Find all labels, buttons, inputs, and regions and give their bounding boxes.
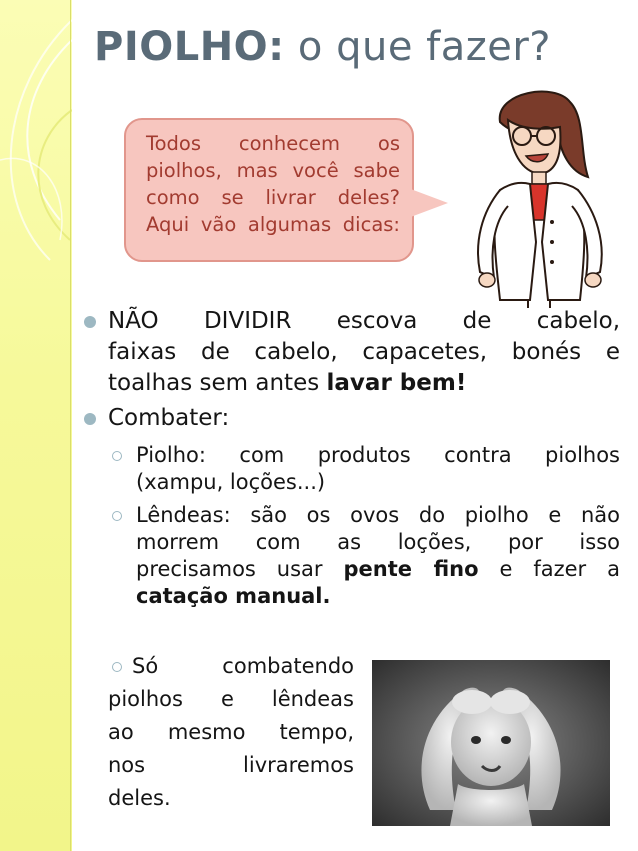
bullet-text-normal: toalhas sem antes	[108, 370, 327, 396]
bullet-list	[80, 306, 620, 610]
bubble-line: piolhos, mas você sabe	[146, 159, 400, 182]
bullet-item-nao-dividir	[80, 306, 620, 399]
sub-bullet-ring-icon	[112, 451, 122, 461]
sub-bullet-text: Lêndeas: são os ovos do piolho e não	[136, 503, 620, 527]
sub-bullet-text	[136, 583, 620, 610]
speech-bubble	[124, 118, 414, 262]
bubble-line: como se livrar deles?	[146, 186, 400, 209]
bullet-text: Combater:	[108, 405, 230, 431]
sub-bullet-text-normal: e fazer a	[478, 557, 620, 581]
child-photo	[372, 660, 610, 826]
bubble-line: Aqui vão algumas dicas:	[146, 213, 400, 236]
sub-bullet-text-bold: catação manual.	[136, 584, 331, 608]
title-bold: PIOLHO:	[94, 24, 285, 70]
sub-bullet-text: deles.	[108, 786, 171, 810]
sub-bullet-piolho	[80, 442, 620, 496]
sub-bullet-text: nos livraremos	[108, 753, 354, 777]
decorative-left-band	[0, 0, 72, 851]
bullet-item-combater	[80, 403, 620, 434]
sub-bullet-text: ao mesmo tempo,	[108, 720, 354, 744]
sub-bullet-text	[136, 556, 620, 583]
speech-bubble-text	[146, 130, 400, 238]
speech-bubble-tail	[400, 185, 448, 221]
sub-bullet-ring-icon	[112, 662, 122, 672]
doctor-illustration	[460, 82, 630, 308]
sub-bullet-ring-icon	[112, 511, 122, 521]
bullet-text-bold: lavar bem!	[326, 370, 467, 396]
decorative-swirl	[0, 0, 72, 851]
sub-bullet-text: Piolho: com produtos contra piolhos	[136, 443, 620, 467]
page-title	[94, 24, 551, 70]
sub-bullet-text: Só combatendo	[132, 654, 354, 678]
bullet-dot-icon	[84, 413, 96, 425]
bullet-text: NÃO DIVIDIR escova de cabelo,	[108, 308, 620, 334]
sub-bullet-lendeas	[80, 502, 620, 610]
sub-bullet-text: piolhos e lêndeas	[108, 687, 354, 711]
sub-bullet-text-normal: precisamos usar	[136, 557, 344, 581]
bullet-dot-icon	[84, 316, 96, 328]
left-band-border	[70, 0, 71, 851]
bubble-line: Todos conhecem os	[146, 132, 400, 155]
bullet-text	[108, 368, 620, 399]
sub-bullet-text: morrem com as loções, por isso	[136, 530, 620, 554]
sub-bullet-so-combatendo	[108, 650, 354, 815]
sub-bullet-text: (xampu, loções...)	[136, 470, 326, 494]
sub-bullet-text-bold: pente fino	[343, 557, 479, 581]
title-rest: o que fazer?	[284, 24, 552, 70]
bullet-text: faixas de cabelo, capacetes, bonés e	[108, 339, 620, 365]
